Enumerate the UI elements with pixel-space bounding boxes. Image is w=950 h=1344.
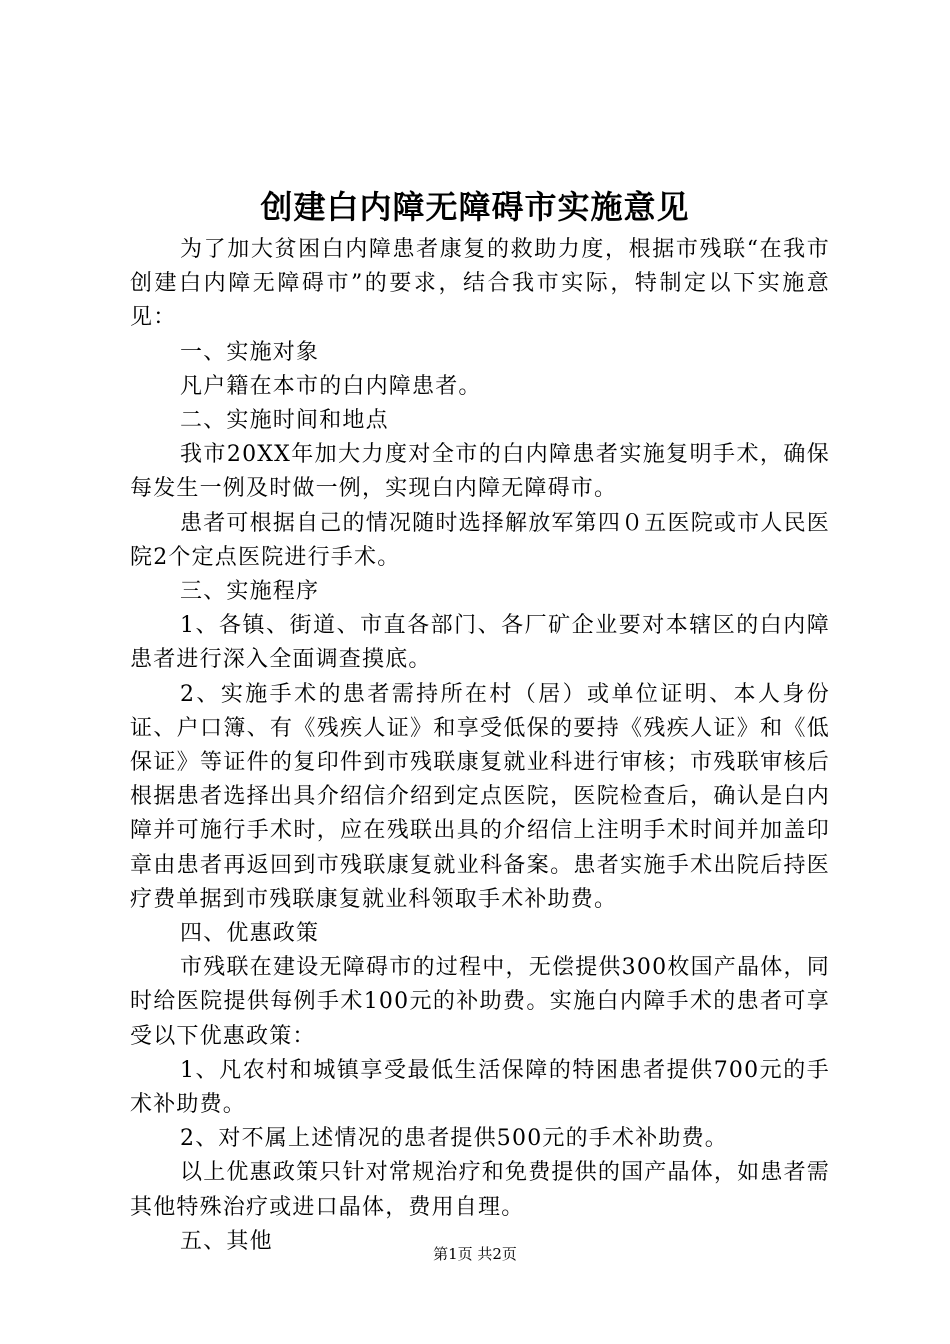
section-heading-4: 四、优惠政策	[180, 921, 320, 947]
section-heading-1: 一、实施对象	[180, 339, 320, 365]
list-item: 1、凡农村和城镇享受最低生活保障的特困患者提供700元的手术补助费。	[130, 1057, 830, 1118]
section-heading-5: 五、其他	[180, 1228, 273, 1254]
paragraph: 患者可根据自己的情况随时选择解放军第四０五医院或市人民医院2个定点医院进行手术。	[130, 510, 830, 570]
list-item: 2、实施手术的患者需持所在村（居）或单位证明、本人身份证、户口簿、有《残疾人证》和享受低保的要持《残疾人证》和《低保证》等证件的复印件到市残联康复就业科进行审核；市残联审核后根据患者选择出具介绍信介绍到定点医院，医院检查后，确认是白内障并可施行手术时，应在残联出具的介绍信上注明手术时间并加盖印章由患者再返回到市残联康复就业科备案。患者实施手术出院后持医疗费单据到市残联康复就业科领取手术补助费。	[130, 681, 830, 912]
paragraph: 凡户籍在本市的白内障患者。	[180, 373, 482, 399]
paragraph: 以上优惠政策只针对常规治疗和免费提供的国产晶体，如患者需其他特殊治疗或进口晶体，费用自理。	[130, 1160, 830, 1220]
document-body	[130, 233, 830, 1259]
list-item: 1、各镇、街道、市直各部门、各厂矿企业要对本辖区的白内障患者进行深入全面调查摸底。	[130, 613, 830, 673]
section-heading-2: 二、实施时间和地点	[180, 408, 389, 434]
page-number: 第1页 共2页	[433, 1245, 517, 1263]
paragraph: 市残联在建设无障碍市的过程中，无偿提供300枚国产晶体，同时给医院提供每例手术100元的补助费。实施白内障手术的患者可享受以下优惠政策：	[130, 955, 830, 1049]
paragraph: 我市20XX年加大力度对全市的白内障患者实施复明手术，确保每发生一例及时做一例，实现白内障无障碍市。	[130, 442, 830, 502]
paragraph-intro: 为了加大贫困白内障患者康复的救助力度，根据市残联“在我市创建白内障无障碍市”的要求，结合我市实际，特制定以下实施意见：	[130, 237, 830, 331]
section-heading-3: 三、实施程序	[180, 579, 320, 605]
list-item: 2、对不属上述情况的患者提供500元的手术补助费。	[180, 1126, 728, 1152]
document-title: 创建白内障无障碍市实施意见	[260, 188, 690, 226]
